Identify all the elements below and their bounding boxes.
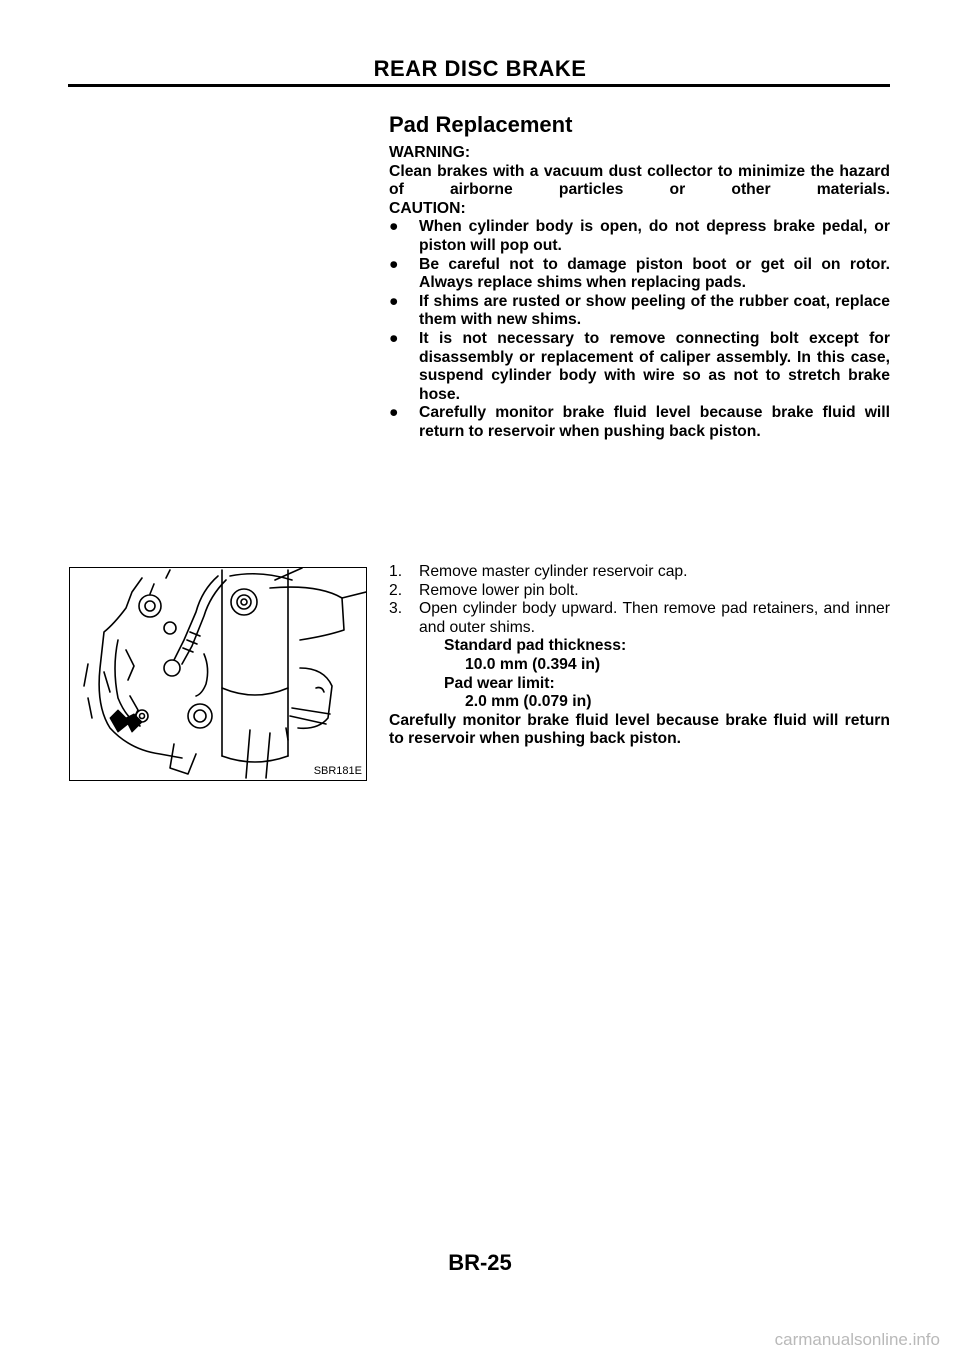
section-title: Pad Replacement	[389, 112, 573, 137]
caution-label: CAUTION:	[389, 199, 466, 217]
caliper-illustration	[69, 567, 367, 781]
caliper-drawing-icon	[70, 568, 367, 781]
spec-label: Pad wear limit:	[444, 674, 555, 692]
step-number: 3.	[389, 600, 403, 618]
bullet-icon: ●	[389, 329, 399, 347]
closing-note: Carefully monitor brake fluid level because brake fluid will return to reservoir when pushing back piston.	[389, 711, 890, 748]
warning-caution-block	[389, 144, 890, 442]
header-rule	[68, 84, 890, 87]
caution-item	[389, 256, 890, 293]
spec-label: Standard pad thickness:	[444, 637, 627, 655]
step-item	[389, 582, 890, 601]
page-header-title: REAR DISC BRAKE	[373, 56, 587, 81]
page-number: BR-25	[448, 1250, 512, 1275]
spec-value: 10.0 mm (0.394 in)	[465, 655, 601, 673]
warning-label: WARNING:	[389, 144, 471, 161]
step-text: Open cylinder body upward. Then remove pad retainers, and inner and outer shims.	[419, 600, 890, 636]
step-item	[389, 600, 890, 637]
caution-item-text: If shims are rusted or show peeling of the rubber coat, replace them with new shims.	[419, 292, 890, 329]
spec-value: 2.0 mm (0.079 in)	[465, 693, 592, 711]
step-text: Remove master cylinder reservoir cap.	[419, 563, 688, 580]
step-list	[389, 563, 890, 637]
step-text: Remove lower pin bolt.	[419, 581, 579, 599]
step-item	[389, 563, 890, 582]
step-number: 2.	[389, 581, 403, 599]
procedure-block	[389, 563, 890, 749]
caution-item	[389, 293, 890, 330]
step-number: 1.	[389, 563, 403, 580]
caution-item-text: Be careful not to damage piston boot or get oil on rotor. Always replace shims when replacing pads.	[419, 255, 890, 292]
bullet-icon: ●	[389, 404, 399, 422]
caution-item	[389, 330, 890, 404]
watermark: carmanualsonline.info	[774, 1330, 940, 1349]
bullet-icon: ●	[389, 255, 399, 273]
figure-code: SBR181E	[313, 765, 362, 777]
caution-item	[389, 218, 890, 255]
warning-text: Clean brakes with a vacuum dust collector to minimize the hazard of airborne particles or other materials.	[389, 162, 890, 199]
caution-list	[389, 218, 890, 441]
bullet-icon: ●	[389, 218, 399, 236]
caution-item	[389, 404, 890, 441]
caution-item-text: It is not necessary to remove connecting bolt except for disassembly or replacement of caliper assembly. In this case, suspend cylinder body with wire so as not to stretch brake hose.	[419, 329, 890, 403]
caution-item-text: Carefully monitor brake fluid level because brake fluid will return to reservoir when pushing back piston.	[419, 404, 890, 440]
caution-item-text: When cylinder body is open, do not depress brake pedal, or piston will pop out.	[419, 218, 890, 254]
bullet-icon: ●	[389, 292, 399, 310]
